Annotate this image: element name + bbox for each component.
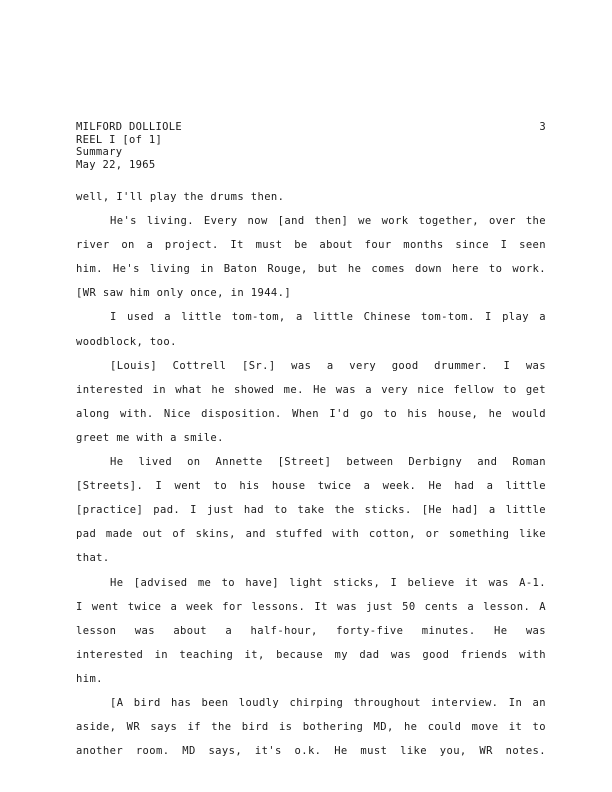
- text-line: river on a project. It must be about four months since I seen: [76, 239, 546, 252]
- text-line: along with. Nice disposition. When I'd go to his house, he would: [76, 407, 546, 420]
- text-line: I went twice a week for lessons. It was just 50 cents a lesson. A: [76, 600, 546, 613]
- text-line: [Louis] Cottrell [Sr.] was a very good drummer. I was: [110, 359, 546, 372]
- text-line: that.: [76, 552, 110, 565]
- text-line: [practice] pad. I just had to take the sticks. [He had] a little: [76, 504, 546, 517]
- text-line: lesson was about a half-hour, forty-five minutes. He was: [76, 624, 546, 637]
- text-line: I used a little tom-tom, a little Chinese tom-tom. I play a: [110, 311, 546, 324]
- text-line: him.: [76, 672, 103, 685]
- text-line: greet me with a smile.: [76, 431, 224, 444]
- text-line: woodblock, too.: [76, 335, 177, 348]
- text-line: [A bird has been loudly chirping throughout interview. In an: [110, 696, 546, 709]
- text-line: He [advised me to have] light sticks, I believe it was A-1.: [110, 576, 546, 589]
- document-type: Summary: [76, 146, 123, 159]
- text-line: [WR saw him only once, in 1944.]: [76, 287, 292, 300]
- text-line: interested in what he showed me. He was a very nice fellow to get: [76, 383, 546, 396]
- summary-body: [76, 185, 546, 763]
- text-line: well, I'll play the drums then.: [76, 191, 285, 203]
- text-line: He's living. Every now [and then] we work together, over the: [110, 215, 546, 228]
- interview-date: May 22, 1965: [76, 158, 156, 171]
- text-line: interested in teaching it, because my dad was good friends with: [76, 648, 546, 661]
- interviewee-name: MILFORD DOLLIOLE: [76, 121, 182, 133]
- page-number: 3: [539, 121, 546, 133]
- reel-label: REEL I [of 1]: [76, 133, 163, 146]
- text-line: pad made out of skins, and stuffed with cotton, or something like: [76, 528, 546, 541]
- document-header: [76, 121, 546, 171]
- text-line: another room. MD says, it's o.k. He must like you, WR notes.: [76, 745, 546, 758]
- text-line: him. He's living in Baton Rouge, but he comes down here to work.: [76, 263, 546, 276]
- text-line: [Streets]. I went to his house twice a week. He had a little: [76, 480, 546, 493]
- text-line: He lived on Annette [Street] between Derbigny and Roman: [110, 456, 546, 469]
- text-line: aside, WR says if the bird is bothering MD, he could move it to: [76, 721, 546, 734]
